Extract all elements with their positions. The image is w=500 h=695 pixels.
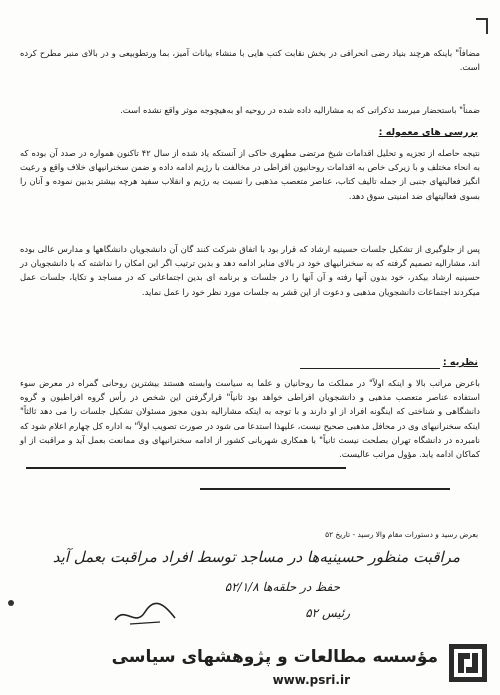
institute-name: مؤسسه مطالعات و پژوهشهای سیاسی <box>111 647 438 667</box>
paragraph-5-text: باعرض مراتب بالا و اینکه اولاً" در مملکت ما روحانیان و علما به سیاست وابسته هستند بیشترین روحانی گمراه در معرض سوء استفاده عناصر متعصب مذهبی و دانشجویان افراطی خواهد بود ثانیاً" قرارگرفتن این شخص در رأس گروه افراطیون و گروه دانشگاهی و شناختی که اینگونه افراد از او دارند و با توجه به اینکه مشارالیه بدون مجوز مسئولان تشکیل جلسات را می دهد ثالثاً" اینکه سخنرانیهای وی در محافل مذهبی صحیح نیست، علیهذا استدعا می شود در صورت تصویب اولاً" به اداره کل چهارم اعلام شود که نامبرده در دانشگاه تهران بصلحت نیست ثانیاً" با همکاری شهربانی کشور از ادامه سخنرانیهای وی ممانعت بعمل آید و مراقبت از او کماکان ادامه یابد. مؤول مراتب عالیست. <box>20 378 480 460</box>
paragraph-4 <box>20 242 480 299</box>
scan-mark <box>476 18 488 34</box>
section-heading-investigations: بررسی های معموله : <box>378 127 478 138</box>
heading-underline <box>300 368 440 369</box>
paragraph-1-text: مضافاً" باینکه هرچند بنیاد رضی انحرافی در بخش نقابت کتب هایی با منشاء بیانات آمیز، بما ورتطوبیعی و در بالای منبر مطرح کرده است. <box>20 48 480 73</box>
handwritten-instruction: مراقبت منظور حسینیه‌ها در مساجد توسط افراد مراقبت بعمل آید <box>52 548 460 566</box>
paragraph-3-text: نتیجه حاصله از تجزیه و تحلیل اقدامات شیخ مرتضی مطهری حاکی از آنستکه یاد شده از سال ۴۲ تاکنون همواره در صدد آن بوده که به انحاء مختلف و با زیرکی خاص به اقدامات روحانیون افراطی در مخالفت با رژیم ادامه داده و ضمن سخنرانیهای خلاف واقع و رعیت انگیز فعالیتهای جنبی از جمله تالیف کتاب، عناصر متعصب مذهبی را نسبت به رژیم و انقلاب سفید هرچه بیشتر بدبین نموده و آنان را بسوی فعالیتهای ضد امنیتی سوق دهد. <box>20 148 480 201</box>
footer-watermark <box>0 635 500 695</box>
institute-website: www.psri.ir <box>272 673 350 687</box>
pen-underline <box>200 488 450 490</box>
section-heading-opinion: نظریه : <box>442 357 478 368</box>
handwritten-signature-line: رئیس ۵۲ <box>305 606 350 620</box>
handwritten-note: حفظ در حلقه‌ها ۵۲/۱/۸ <box>224 580 340 594</box>
handwritten-signature <box>110 600 180 630</box>
pen-underline <box>26 467 346 469</box>
routing-note: بعرض رسید و دستورات مقام والا رسید - تاریخ ۵۲ <box>325 530 478 539</box>
paragraph-5 <box>20 376 480 461</box>
paragraph-4-text: پس از جلوگیری از تشکیل جلسات حسینیه ارشاد که قرار بود با اتفاق شرکت کنند گان آن دانشجویان دانشگاهها و مدارس عالی بوده اند، مشارالیه تصمیم گرفته که به سخنرانیهای خود در بالای منابر ادامه دهد و بدین ترتیب اگر این امکان را نداشته که با دانشجویان در حسینیه ارشاد بیکدر، خود بدون آنها رفته و آن آنها را در جلسات و برنامه ای بدین اجتماعاتی که در مساجد و تکایا، جلسات عمل میکردند اجتماعات دانشجویان مذهبی و دعوت از این قشر به جلسات مورد نظر خود را عمل نماید. <box>20 244 480 297</box>
paragraph-2 <box>20 103 480 117</box>
scan-mark <box>8 600 14 606</box>
paragraph-2-text: ضمناً" باستحضار میرسد تذکراتی که به مشارالیه داده شده در روحیه او به‌هیچوجه موثر واقع نشده است. <box>120 105 480 115</box>
institute-logo-icon <box>448 643 488 683</box>
paragraph-1 <box>20 46 480 74</box>
paragraph-3 <box>20 146 480 203</box>
